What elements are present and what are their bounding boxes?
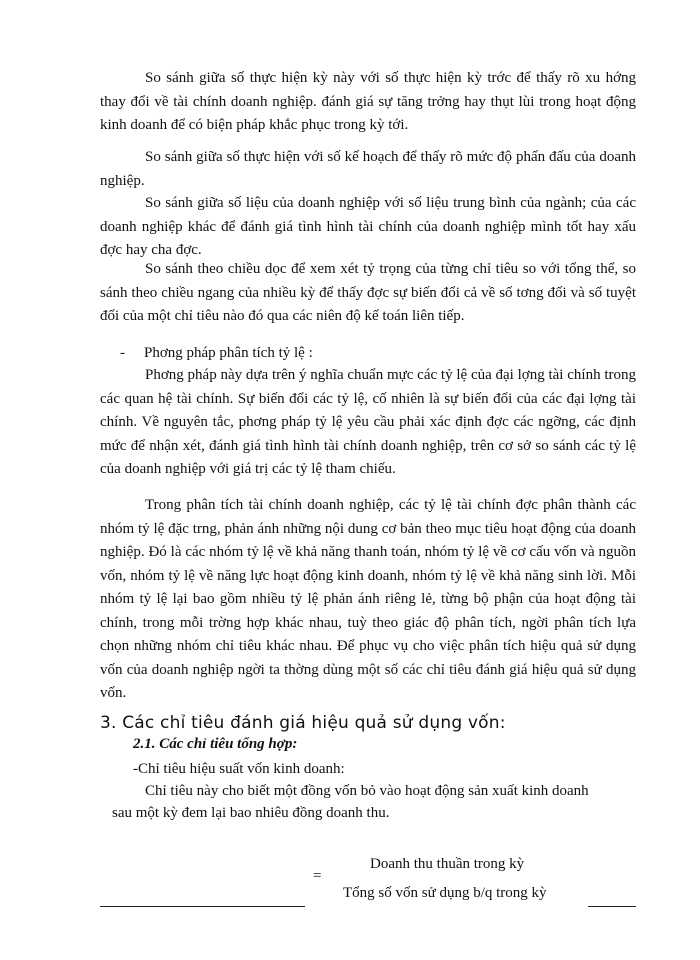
formula-denominator: Tổng số vốn sử dụng b/q trong kỳ (343, 885, 547, 901)
item-description-line-2: sau một kỳ đem lại bao nhiêu đồng doanh thu. (112, 805, 390, 821)
section-heading: 3. Các chỉ tiêu đánh giá hiệu quả sử dụng vốn: (100, 713, 506, 733)
item-title: -Chỉ tiêu hiệu suất vốn kinh doanh: (133, 761, 345, 777)
paragraph-compare-periods: So sánh giữa số thực hiện kỳ này với số thực hiện kỳ trớc để thấy rõ xu hớng thay đổi về tài chính doanh nghiệp. đánh giá sự tăng trởng hay thụt lùi trong hoạt động kinh doanh để có biện pháp khắc phục trong kỳ tới. (100, 70, 636, 133)
paragraph-ratio-groups: Trong phân tích tài chính doanh nghiệp, các tỷ lệ tài chính đợc phân thành các nhóm tỷ lệ đặc trng, phản ánh những nội dung cơ bản theo mục tiêu hoạt động của doanh nghiệp. Đó là các nhóm tỷ lệ về khả năng thanh toán, nhóm tỷ lệ về cơ cấu vốn và nguồn vốn, nhóm tỷ lệ về năng lực hoạt động kinh doanh, nhóm tỷ lệ về khả năng sinh lời. Mỗi nhóm tỷ lệ lại bao gồm nhiều tỷ lệ phản ánh riêng lẻ, từng bộ phận của hoạt động tài chính, trong mỗi trờng hợp khác nhau, tuỳ theo giác độ phân tích, ngời phân tích lựa chọn những nhóm chỉ tiêu khác nhau. Để phục vụ cho việc phân tích hiệu quả sử dụng vốn của doanh nghiệp ngời ta thờng dùng một số các chỉ tiêu đánh giá hiệu quả sử dụng vốn. (100, 497, 636, 701)
formula-numerator: Doanh thu thuần trong kỳ (370, 856, 525, 872)
paragraph-compare-vertical: So sánh theo chiều dọc để xem xét tỷ trọng của từng chỉ tiêu so với tổng thể, so sánh theo chiều ngang của nhiều kỳ để thấy đợc sự biến đổi cả về số tơng đối và số tuyệt đối của một chỉ tiêu nào đó qua các niên độ kế toán liên tiếp. (100, 261, 636, 324)
paragraph-compare-plan: So sánh giữa số thực hiện với số kế hoạch để thấy rõ mức độ phấn đấu của doanh nghiệp. (100, 149, 636, 189)
formula-left-rule (100, 906, 305, 907)
formula-right-rule (588, 906, 636, 907)
paragraph-ratio-method: Phơng pháp này dựa trên ý nghĩa chuẩn mực các tỷ lệ của đại lợng tài chính trong các quan hệ tài chính. Sự biến đổi các tỷ lệ, cố nhiên là sự biến đổi của các đại lợng tài chính. Về nguyên tắc, phơng pháp tỷ lệ yêu cầu phải xác định đợc các ngỡng, các định mức để nhận xét, đánh giá tình hình tài chính doanh nghiệp, trên cơ sở so sánh các tỷ lệ của doanh nghiệp với giá trị các tỷ lệ tham chiếu. (100, 367, 636, 477)
bullet-ratio-method-text: Phơng pháp phân tích tỷ lệ : (144, 345, 313, 361)
bullet-dash: - (120, 345, 125, 361)
subsection-heading: 2.1. Các chỉ tiêu tổng hợp: (133, 736, 298, 752)
formula-equals: = (313, 868, 322, 884)
paragraph-compare-industry: So sánh giữa số liệu của doanh nghiệp với số liệu trung bình của ngành; của các doanh nghiệp khác để đánh giá tình hình tài chính của doanh nghiệp mình tốt hay xấu đợc hay cha đợc. (100, 195, 636, 258)
bullet-ratio-method (120, 342, 313, 365)
item-description-line-1: Chỉ tiêu này cho biết một đồng vốn bỏ vào hoạt động sản xuất kinh doanh (145, 783, 589, 799)
